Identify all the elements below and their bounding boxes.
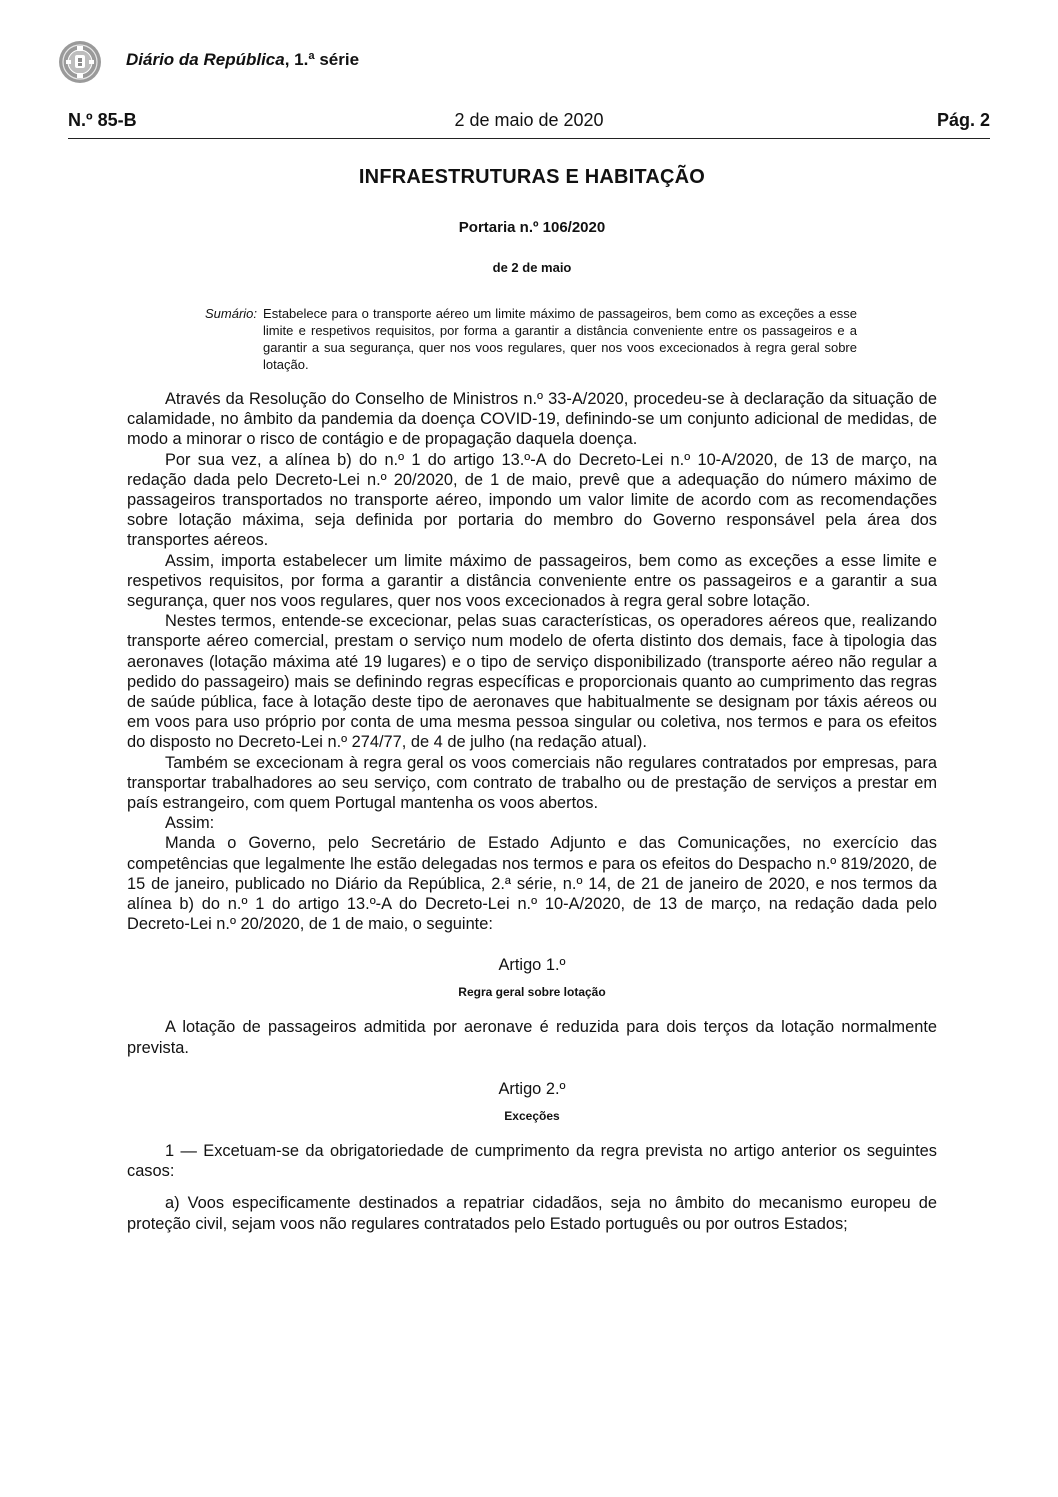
preamble-paragraph: Por sua vez, a alínea b) do n.º 1 do artigo 13.º-A do Decreto-Lei n.º 10-A/2020, de 13 de março, na redação dada pelo Decreto-Lei n.º 20/2020, de 1 de maio, prevê que a adequação do número máximo de passageiros transportados no transporte aéreo, impondo um valor limite de acordo com as recomendações sobre lotação máxima, seja definida por portaria do membro do Governo responsável pela área dos transportes aéreos. bbox=[127, 450, 937, 550]
article-paragraph: a) Voos especificamente destinados a repatriar cidadãos, seja no âmbito do mecanismo europeu de proteção civil, sejam voos não regulares contratados pelo Estado português ou por outros Estados; bbox=[127, 1194, 937, 1233]
ministry-heading: INFRAESTRUTURAS E HABITAÇÃO bbox=[358, 166, 706, 188]
document-date: de 2 de maio bbox=[492, 260, 572, 275]
article-heading: Exceções bbox=[504, 1108, 560, 1123]
preamble-paragraph: Também se excecionam à regra geral os voos comerciais não regulares contratados por empresas, para transportar trabalhadores ao seu serviço, com contrato de trabalho ou de prestação de serviços a prestar em país estrangeiro, com quem Portugal mantenha os voos abertos. bbox=[127, 753, 937, 813]
article-heading: Regra geral sobre lotação bbox=[458, 985, 606, 1000]
page-number: Pág. 2 bbox=[936, 110, 990, 130]
header-divider bbox=[68, 138, 990, 139]
article-paragraph: 1 — Excetuam-se da obrigatoriedade de cumprimento da regra prevista no artigo anterior os seguintes casos: bbox=[127, 1141, 937, 1181]
preamble-paragraph: Manda o Governo, pelo Secretário de Estado Adjunto e das Comunicações, no exercício das competências que legalmente lhe estão delegadas nos termos e para os efeitos do Despacho n.º 819/2020, de 15 de janeiro, publicado no Diário da República, 2.ª série, n.º 14, de 21 de janeiro de 2020, e nos termos da alínea b) do n.º 1 do artigo 13.º-A do Decreto-Lei n.º 10-A/2020, de 13 de março, na redação dada pelo Decreto-Lei n.º 20/2020, de 1 de maio, o seguinte: bbox=[127, 834, 937, 934]
issue-date: 2 de maio de 2020 bbox=[454, 110, 604, 130]
journal-title bbox=[126, 50, 359, 70]
summary-label: Sumário: bbox=[205, 306, 258, 321]
preamble-paragraph: Assim: bbox=[165, 814, 215, 833]
page-header bbox=[58, 40, 998, 88]
preamble-paragraph: Assim, importa estabelecer um limite máximo de passageiros, bem como as exceções a esse limite e respetivos requisitos, por forma a garantir a distância conveniente entre os passageiros e a garantir a sua segurança, quer nos voos regulares, quer nos voos excecionados à regra geral sobre lotação. bbox=[127, 551, 937, 611]
article-paragraph: A lotação de passageiros admitida por aeronave é reduzida para dois terços da lotação normalmente prevista. bbox=[127, 1018, 937, 1057]
article-number: Artigo 1.º bbox=[498, 956, 566, 975]
document-body bbox=[127, 160, 937, 1234]
republic-seal-icon bbox=[58, 40, 102, 84]
article-number: Artigo 2.º bbox=[498, 1079, 566, 1098]
issue-info-row bbox=[68, 110, 990, 136]
journal-name: Diário da República bbox=[126, 50, 285, 69]
issue-number: N.º 85-B bbox=[68, 110, 137, 130]
summary-block bbox=[205, 305, 857, 373]
summary-text: Estabelece para o transporte aéreo um limite máximo de passageiros, bem como as exceções a esse limite e respetivos requisitos, por forma a garantir a distância conveniente entre os passageiros e a garantir a sua segurança, quer nos voos regulares, quer nos voos excecionados à regra geral sobre lotação. bbox=[263, 306, 857, 372]
journal-series: , 1.ª série bbox=[284, 50, 360, 69]
preamble-paragraph: Através da Resolução do Conselho de Ministros n.º 33-A/2020, procedeu-se à declaração da situação de calamidade, no âmbito da pandemia da doença COVID-19, definindo-se um conjunto adicional de medidas, de modo a minorar o risco de contágio e de propagação daquela doença. bbox=[127, 390, 937, 449]
document-title: Portaria n.º 106/2020 bbox=[458, 219, 606, 236]
preamble-paragraph: Nestes termos, entende-se excecionar, pelas suas características, os operadores aéreos que, realizando transporte aéreo comercial, prestam o serviço num modelo de oferta distinto dos demais, face à tipologia das aeronaves (lotação máxima até 19 lugares) e o tipo de serviço disponibilizado (transporte aéreo não regular a pedido do passageiro) mais se definindo regras específicas e proporcionais quanto ao cumprimento das regras de saúde pública, face à lotação deste tipo de aeronaves que habitualmente se designam por táxis aéreos ou em voos para uso próprio por conta de uma mesma pessoa singular ou coletiva, nos termos e para os efeitos do disposto no Decreto-Lei n.º 274/77, de 4 de julho (na redação atual). bbox=[127, 612, 937, 752]
